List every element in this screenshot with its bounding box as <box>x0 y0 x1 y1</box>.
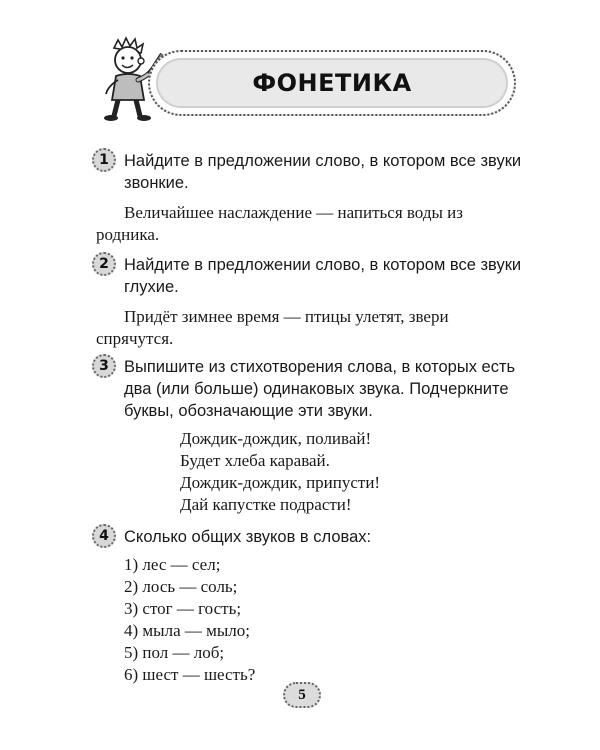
task-3 <box>96 356 526 516</box>
poem-line: Дождик-дождик, поливай! <box>180 429 372 448</box>
list-item: 4) мыла — мыло; <box>124 621 251 640</box>
task-example-sentence: Придёт зимнее время — птицы улетят, звери спрячутся. <box>96 307 449 348</box>
poem-line: Дай капустке подрасти! <box>180 495 352 514</box>
list-item: 6) шест — шесть? <box>124 665 256 684</box>
task-number-badge: 4 <box>92 524 116 548</box>
list-item: 3) стог — гость; <box>124 599 242 618</box>
task-instruction: Найдите в предложении слово, в котором все звуки звонкие. <box>124 152 522 192</box>
poem-line: Дождик-дождик, припусти! <box>180 473 381 492</box>
task-4 <box>96 526 526 686</box>
task-instruction: Сколько общих звуков в словах: <box>124 528 372 546</box>
page-title: ФОНЕТИКА <box>252 69 412 97</box>
list-item: 5) пол — лоб; <box>124 643 225 662</box>
task-number-badge: 2 <box>92 252 116 276</box>
list-item: 2) лось — соль; <box>124 577 238 596</box>
poem <box>180 428 526 516</box>
task-instruction: Найдите в предложении слово, в котором все звуки глухие. <box>124 256 522 296</box>
task-1 <box>96 150 526 246</box>
task-number-badge: 1 <box>92 148 116 172</box>
page-number: 5 <box>283 682 321 708</box>
task-instruction: Выпишите из стихотворения слова, в которых есть два (или больше) одинаковых звука. Подчеркните буквы, обозначающие эти звуки. <box>124 358 516 420</box>
task-2 <box>96 254 526 350</box>
task-example-sentence: Величайшее наслаждение — напиться воды из родника. <box>96 203 463 244</box>
list-item: 1) лес — сел; <box>124 555 221 574</box>
task-number-badge: 3 <box>92 354 116 378</box>
poem-line: Будет хлеба каравай. <box>180 451 330 470</box>
word-pairs-list <box>124 554 526 686</box>
section-header <box>96 36 534 122</box>
title-banner <box>148 50 516 116</box>
